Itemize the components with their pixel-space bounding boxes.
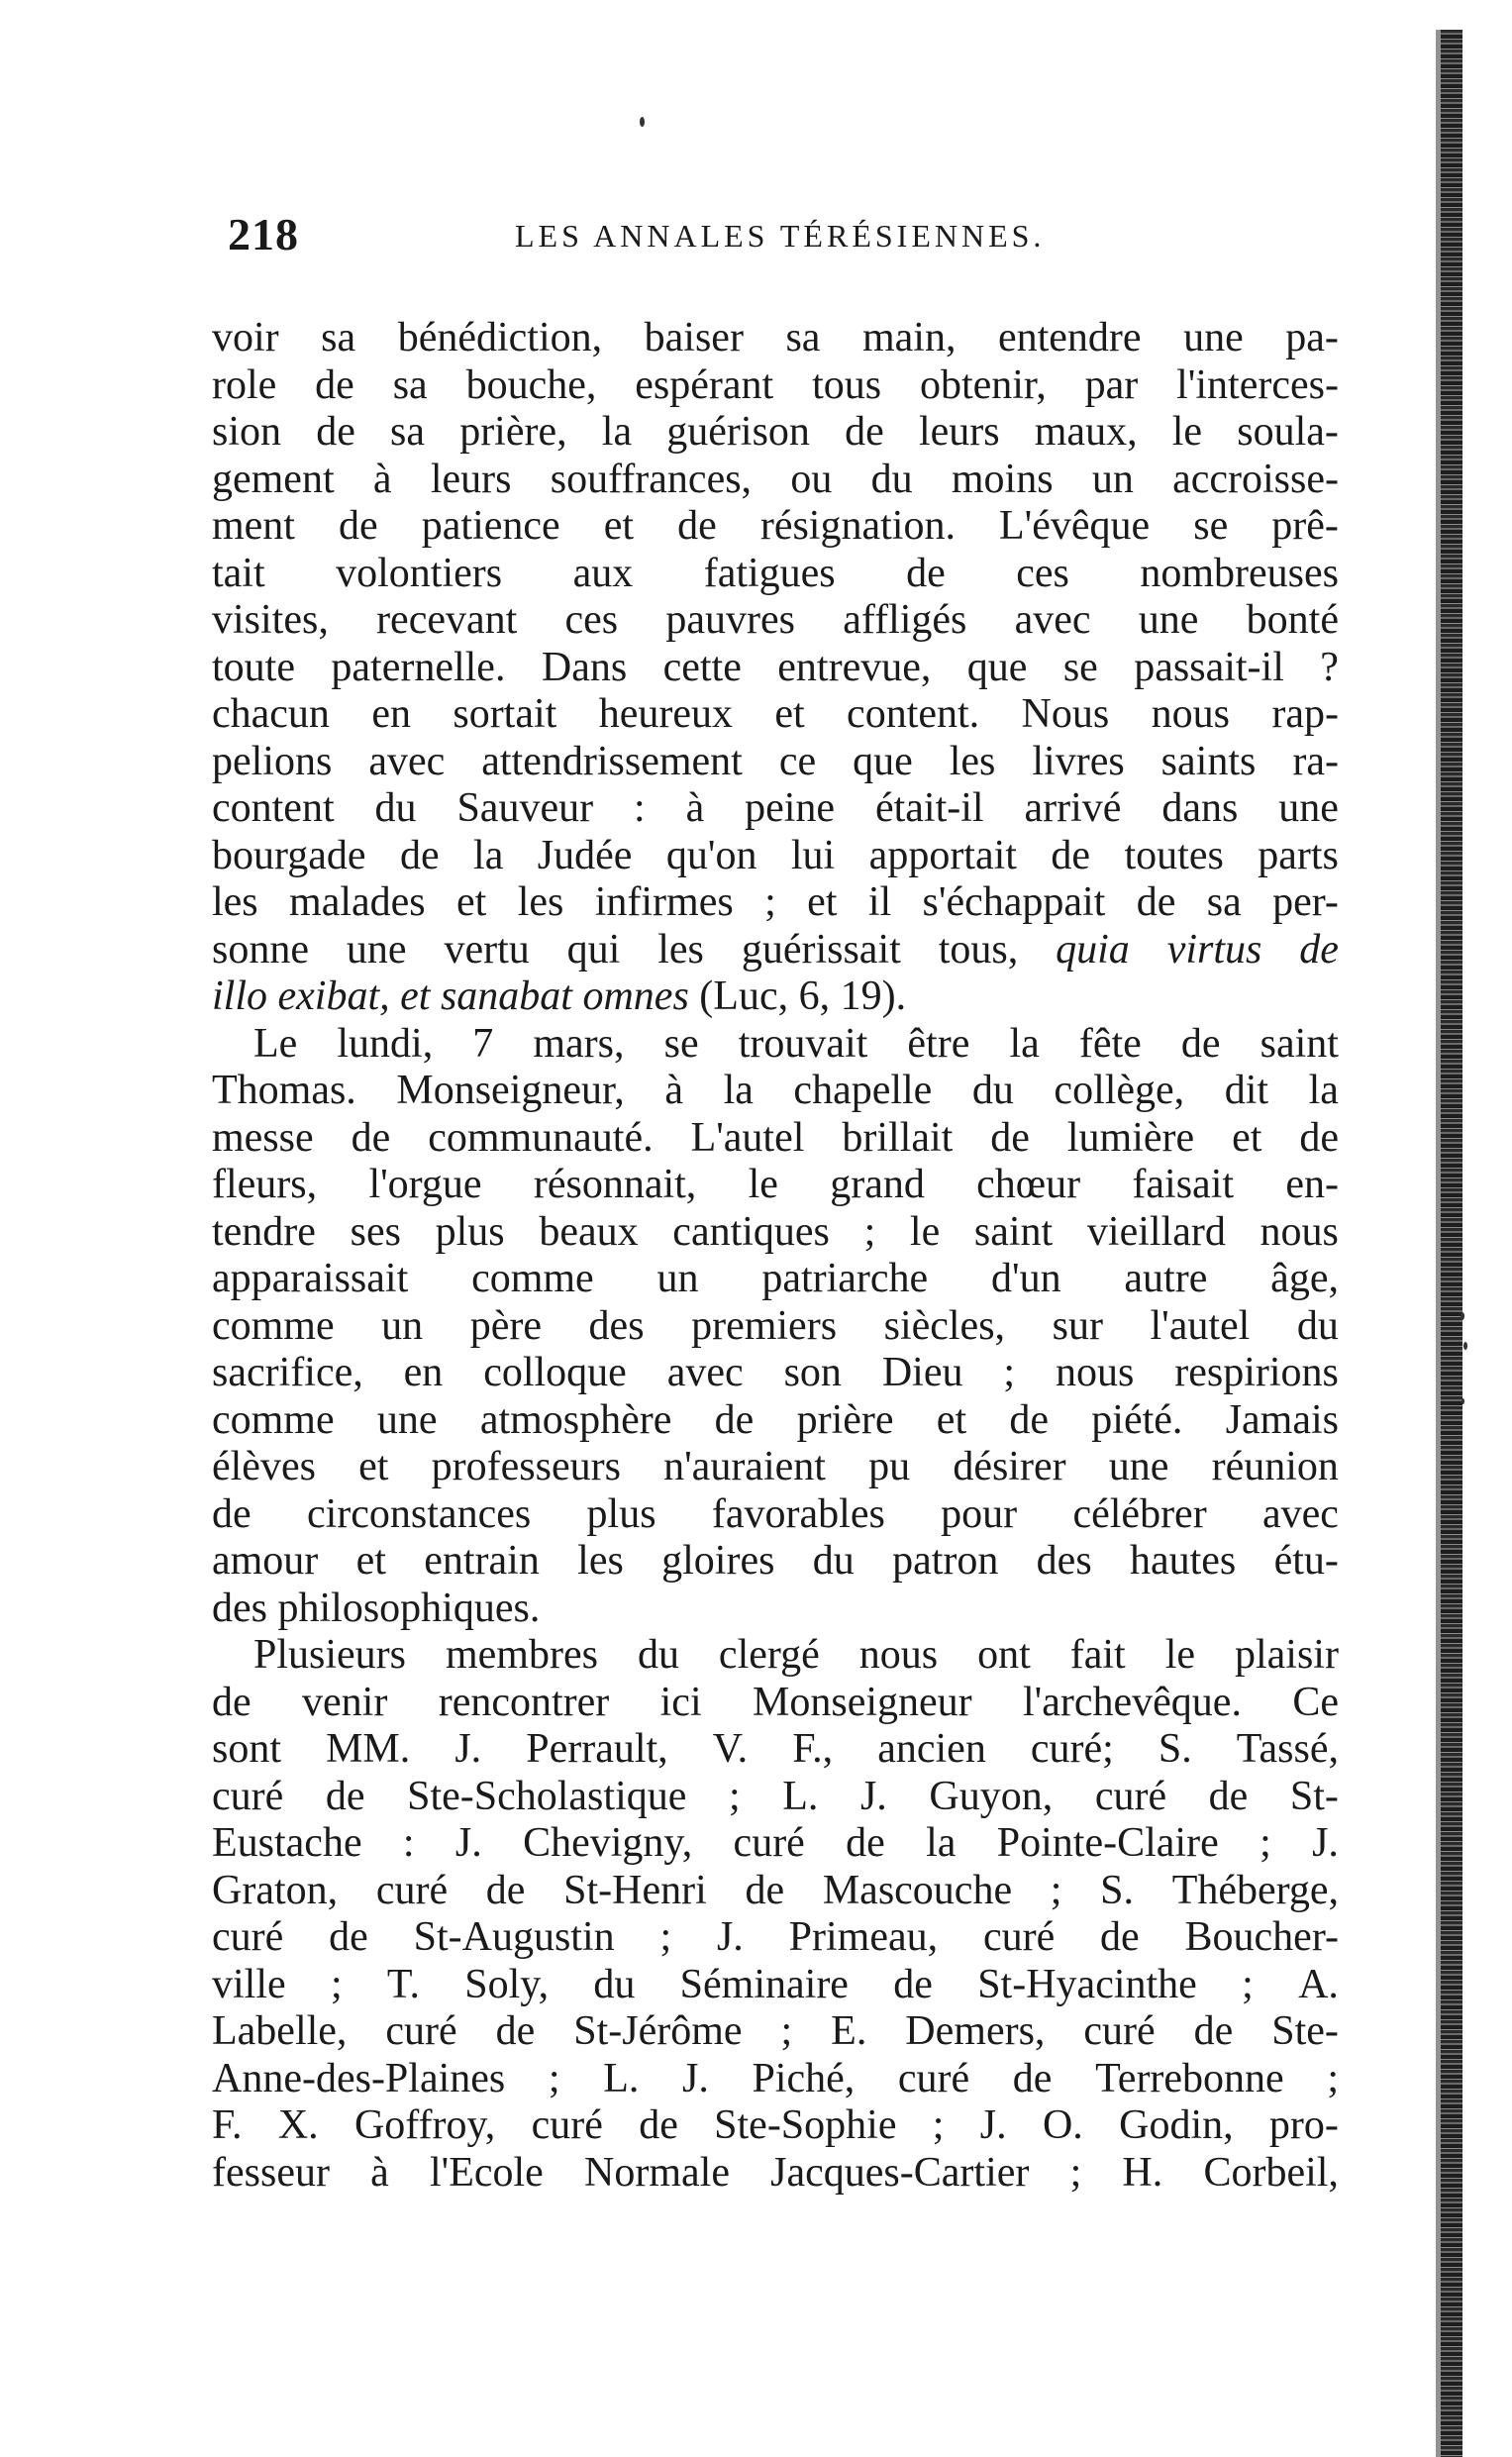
- scan-speck: [1462, 1398, 1464, 1404]
- text-line: fleurs, l'orgue résonnait, le grand chœur faisait en-: [212, 1162, 1339, 1207]
- text-line: sonne une vertu qui les guérissait tous, quia virtus de: [212, 926, 1339, 973]
- text-line: role de sa bouche, espérant tous obtenir, par l'interces-: [212, 361, 1339, 408]
- text-line: Graton, curé de St-Henri de Mascouche ; S. Théberge,: [212, 1867, 1339, 1913]
- scan-speck: [1461, 1312, 1464, 1320]
- text-line: visites, recevant ces pauvres affligés avec une bonté: [212, 597, 1339, 643]
- text-line: F. X. Goffroy, curé de Ste-Sophie ; J. O. Godin, pro-: [212, 2102, 1339, 2148]
- scan-speck: [1463, 1342, 1467, 1350]
- text-line: Labelle, curé de St-Jérôme ; E. Demers, curé de Ste-: [212, 2008, 1339, 2054]
- text-line: toute paternelle. Dans cette entrevue, que se passait-il ?: [212, 644, 1339, 690]
- text-line: chacun en sortait heureux et content. Nous nous rap-: [212, 691, 1339, 737]
- text-line: messe de communauté. L'autel brillait de lumière et de: [212, 1114, 1339, 1161]
- text-line: curé de Ste-Scholastique ; L. J. Guyon, curé de St-: [212, 1773, 1339, 1819]
- text-line: tendre ses plus beaux cantiques ; le saint vieillard nous: [212, 1208, 1339, 1255]
- text-line: comme une atmosphère de prière et de piété. Jamais: [212, 1396, 1339, 1443]
- text-line: content du Sauveur : à peine était-il arrivé dans une: [212, 785, 1339, 831]
- text-line: voir sa bénédiction, baiser sa main, entendre une pa-: [212, 315, 1339, 360]
- text-line: Thomas. Monseigneur, à la chapelle du collège, dit la: [212, 1068, 1339, 1113]
- page-edge: [1441, 30, 1462, 2457]
- text-line: sont MM. J. Perrault, V. F., ancien curé; S. Tassé,: [212, 1726, 1339, 1772]
- body-text: [212, 315, 1339, 2197]
- text-line: Plusieurs membres du clergé nous ont fait le plaisir: [253, 1632, 1339, 1678]
- text-line: sacrifice, en colloque avec son Dieu ; nous respirions: [212, 1350, 1339, 1395]
- page-header: [228, 208, 1347, 267]
- text-line: pelions avec attendrissement ce que les livres saints ra-: [212, 738, 1339, 784]
- running-head: LES ANNALES TÉRÉSIENNES.: [515, 218, 1046, 254]
- text-line: comme un père des premiers siècles, sur l'autel du: [212, 1302, 1339, 1349]
- text-line: Anne-des-Plaines ; L. J. Piché, curé de Terrebonne ;: [212, 2055, 1339, 2101]
- text-line: de circonstances plus favorables pour célébrer avec: [212, 1490, 1339, 1537]
- text-line: ment de patience et de résignation. L'évêque se prê-: [212, 503, 1339, 549]
- text-line: amour et entrain les gloires du patron des hautes étu-: [212, 1538, 1339, 1584]
- text-line: élèves et professeurs n'auraient pu désirer une réunion: [212, 1444, 1339, 1489]
- text-line: tait volontiers aux fatigues de ces nombreuses: [212, 550, 1339, 596]
- scan-speck: [640, 117, 645, 127]
- text-line: illo exibat, et sanabat omnes (Luc, 6, 19).: [212, 973, 907, 1019]
- text-line: des philosophiques.: [212, 1585, 541, 1631]
- text-line: curé de St-Augustin ; J. Primeau, curé de Boucher-: [212, 1914, 1339, 1960]
- text-line: apparaissait comme un patriarche d'un autre âge,: [212, 1256, 1339, 1301]
- text-line: de venir rencontrer ici Monseigneur l'archevêque. Ce: [212, 1679, 1339, 1725]
- text-line: ville ; T. Soly, du Séminaire de St-Hyacinthe ; A.: [212, 1961, 1339, 2007]
- page-number: 218: [228, 209, 299, 259]
- text-line: les malades et les infirmes ; et il s'échappait de sa per-: [212, 879, 1339, 925]
- text-line: bourgade de la Judée qu'on lui apportait de toutes parts: [212, 832, 1339, 878]
- text-line: gement à leurs souffrances, ou du moins un accroisse-: [212, 456, 1339, 502]
- text-line: Eustache : J. Chevigny, curé de la Pointe-Claire ; J.: [212, 1820, 1339, 1866]
- text-line: fesseur à l'Ecole Normale Jacques-Cartier ; H. Corbeil,: [212, 2149, 1339, 2196]
- text-line: sion de sa prière, la guérison de leurs maux, le soula-: [212, 409, 1339, 455]
- text-line: Le lundi, 7 mars, se trouvait être la fête de saint: [253, 1020, 1339, 1067]
